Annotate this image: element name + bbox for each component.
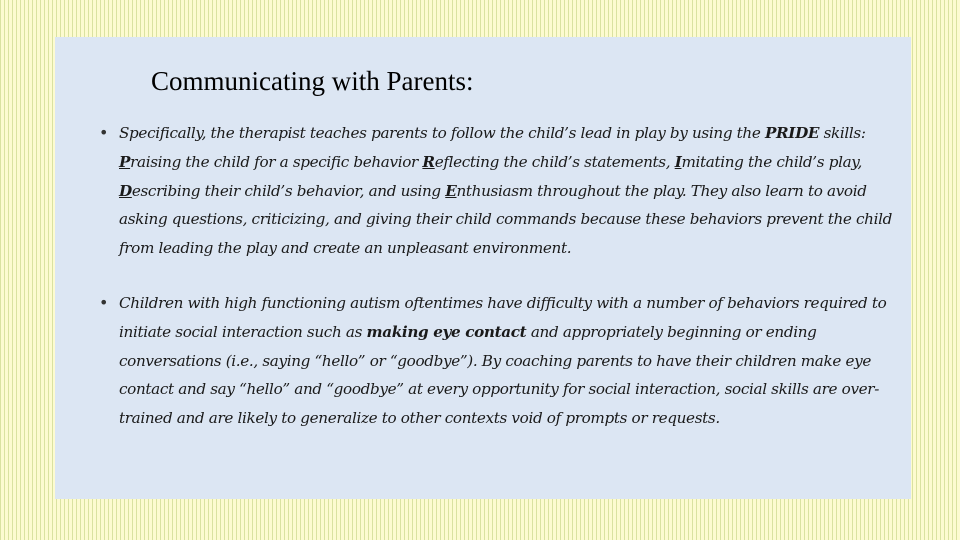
acronym-letter: D (119, 181, 132, 200)
slide-title: Communicating with Parents: (151, 66, 474, 96)
text-segment: and appropriately beginning or ending conversations (i.e., saying “hello” or “goodbye”). By coaching parents to have their children make eye contact and say “hello” and “goodbye” at every opportunity for social interaction, social skills are over-trained and are likely to generalize to other contexts void of prompts or requests. (119, 322, 879, 428)
emphasis-term: making eye contact (366, 322, 527, 341)
text-segment: Specifically, the therapist teaches parents to follow the child’s lead in play by using the (119, 124, 765, 142)
acronym-letter: P (119, 152, 131, 171)
pride-term: PRIDE (764, 124, 820, 142)
text-segment: escribing their child’s behavior, and using (131, 181, 446, 200)
text-segment: nthusiasm throughout the play. They also learn to avoid asking questions, criticizing, and giving their child commands because these behaviors prevent the child from leading the play and create an unpleasant environment. (119, 181, 892, 258)
acronym-letter: E (445, 181, 457, 200)
bullet-list (55, 119, 911, 433)
slide (55, 37, 911, 499)
acronym-letter: I (674, 152, 682, 171)
acronym-letter: R (422, 152, 435, 171)
bullet-text (119, 124, 892, 257)
bullet-dot-icon: • (99, 123, 109, 142)
text-segment: raising the child for a specific behavior (130, 152, 423, 171)
text-segment: Children with high functioning autism oftentimes have difficulty with a number of behaviors required to initiate social interaction such as (119, 293, 887, 341)
bullet-dot-icon: • (99, 292, 109, 312)
bullet-text (119, 294, 886, 427)
text-segment: mitating the child’s play, (681, 152, 862, 171)
text-segment: skills: (819, 124, 866, 142)
text-segment: eflecting the child’s statements, (434, 152, 675, 171)
bullet-item (55, 289, 911, 433)
bullet-item (55, 119, 911, 263)
